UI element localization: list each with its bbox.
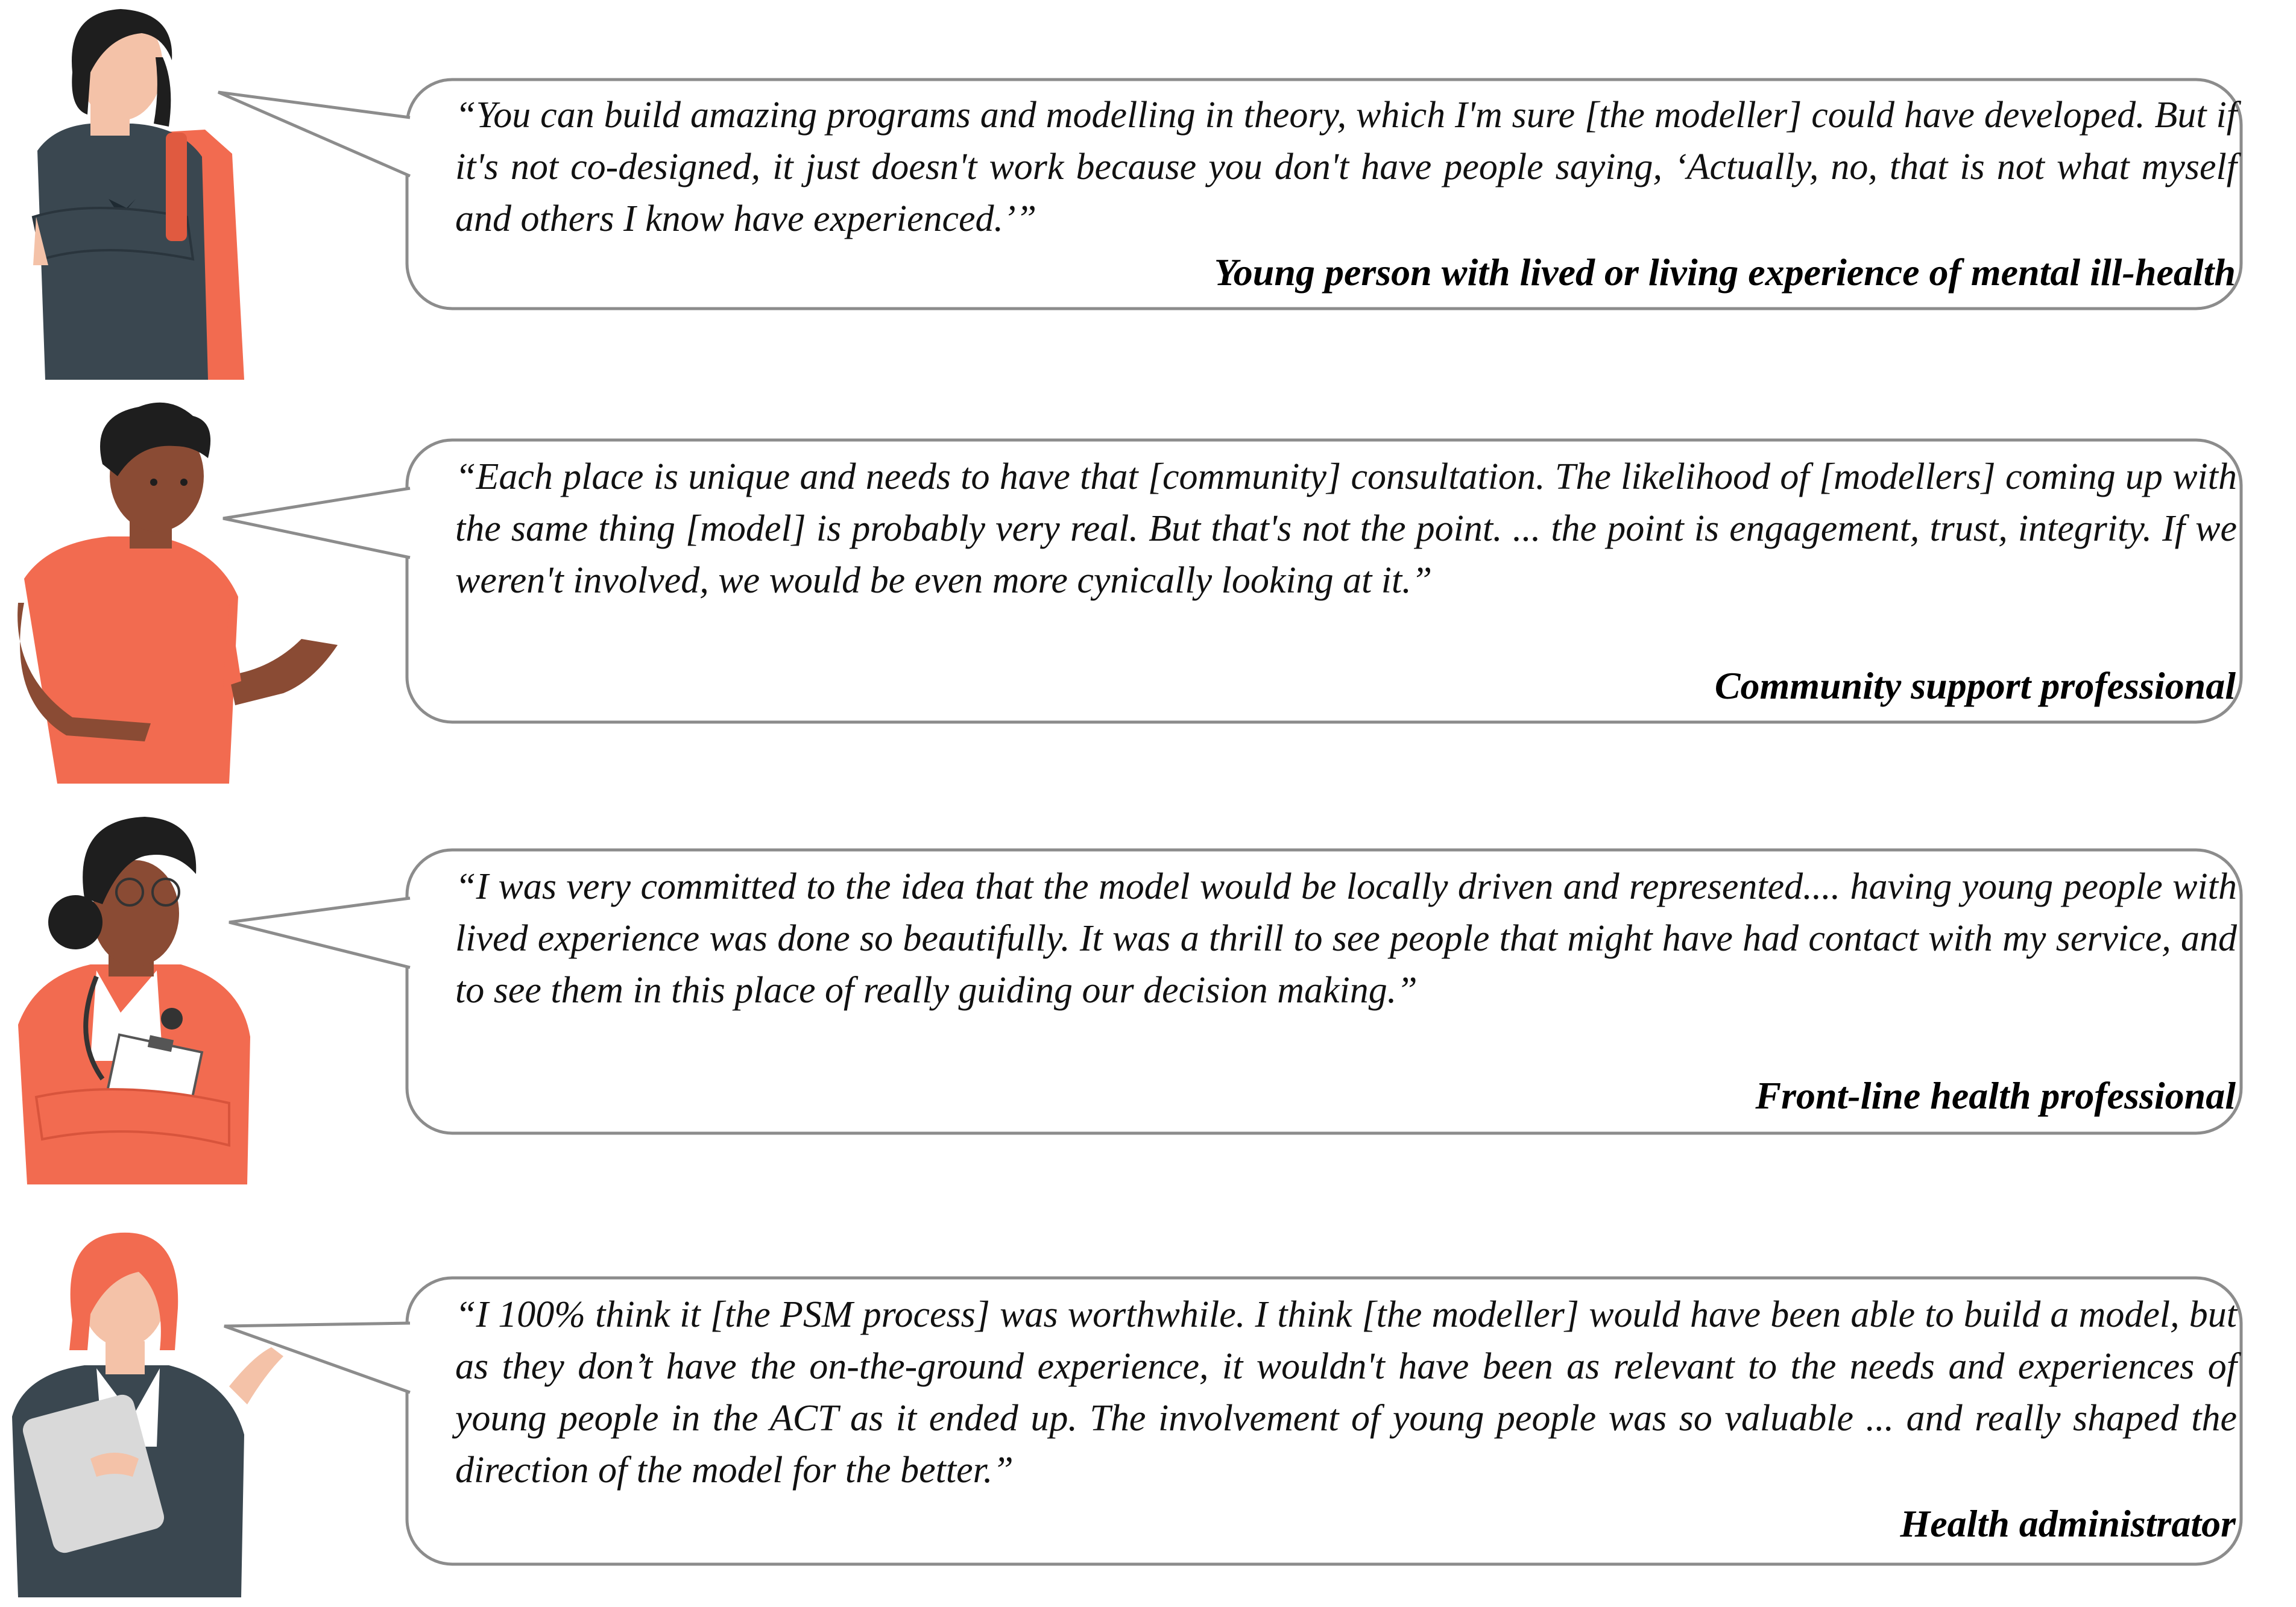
testimonial-speaker-3: Front-line health professional bbox=[1755, 1074, 2236, 1117]
testimonial-speaker-2: Community support professional bbox=[1714, 664, 2236, 707]
testimonial-quote-1: “You can build amazing programs and modelling in theory, which I'm sure [the modeller] could have developed. But if it's not co-designed, it just doesn't work because you don't have people saying, ‘Actually, no, that is not what myself and others I know have experienced.’” bbox=[455, 95, 2237, 239]
testimonial-speaker-4: Health administrator bbox=[1900, 1502, 2236, 1545]
testimonial-quote-4: “I 100% think it [the PSM process] was worthwhile. I think [the modeller] would have been able to build a model, but as they don’t have the on-the-ground experience, it wouldn't have been as relevant to the needs and experiences of young people in the ACT as it ended up. The involvement of young people was so valuable ... and really shaped the direction of the model for the better.” bbox=[455, 1294, 2237, 1491]
young-person-illustration bbox=[33, 9, 244, 380]
testimonial-quote-2: “Each place is unique and needs to have that [community] consultation. The likelihood of [modellers] coming up with the same thing [model] is probably very real. But that's not the point. ... the point is engagement, trust, integrity. If we weren't involved, we would be even more cynically looking at it.” bbox=[455, 456, 2237, 601]
health-professional-illustration bbox=[18, 817, 250, 1184]
testimonial-quote-3: “I was very committed to the idea that the model would be locally driven and represented.... having young people with lived experience was done so beautifully. It was a thrill to see people that might have had contact with my service, and to see them in this place of really guiding our decision making.” bbox=[455, 866, 2237, 1011]
testimonial-speaker-1: Young person with lived or living experience of mental ill-health bbox=[1214, 251, 2236, 294]
administrator-illustration bbox=[12, 1233, 283, 1597]
community-worker-illustration bbox=[17, 403, 338, 784]
